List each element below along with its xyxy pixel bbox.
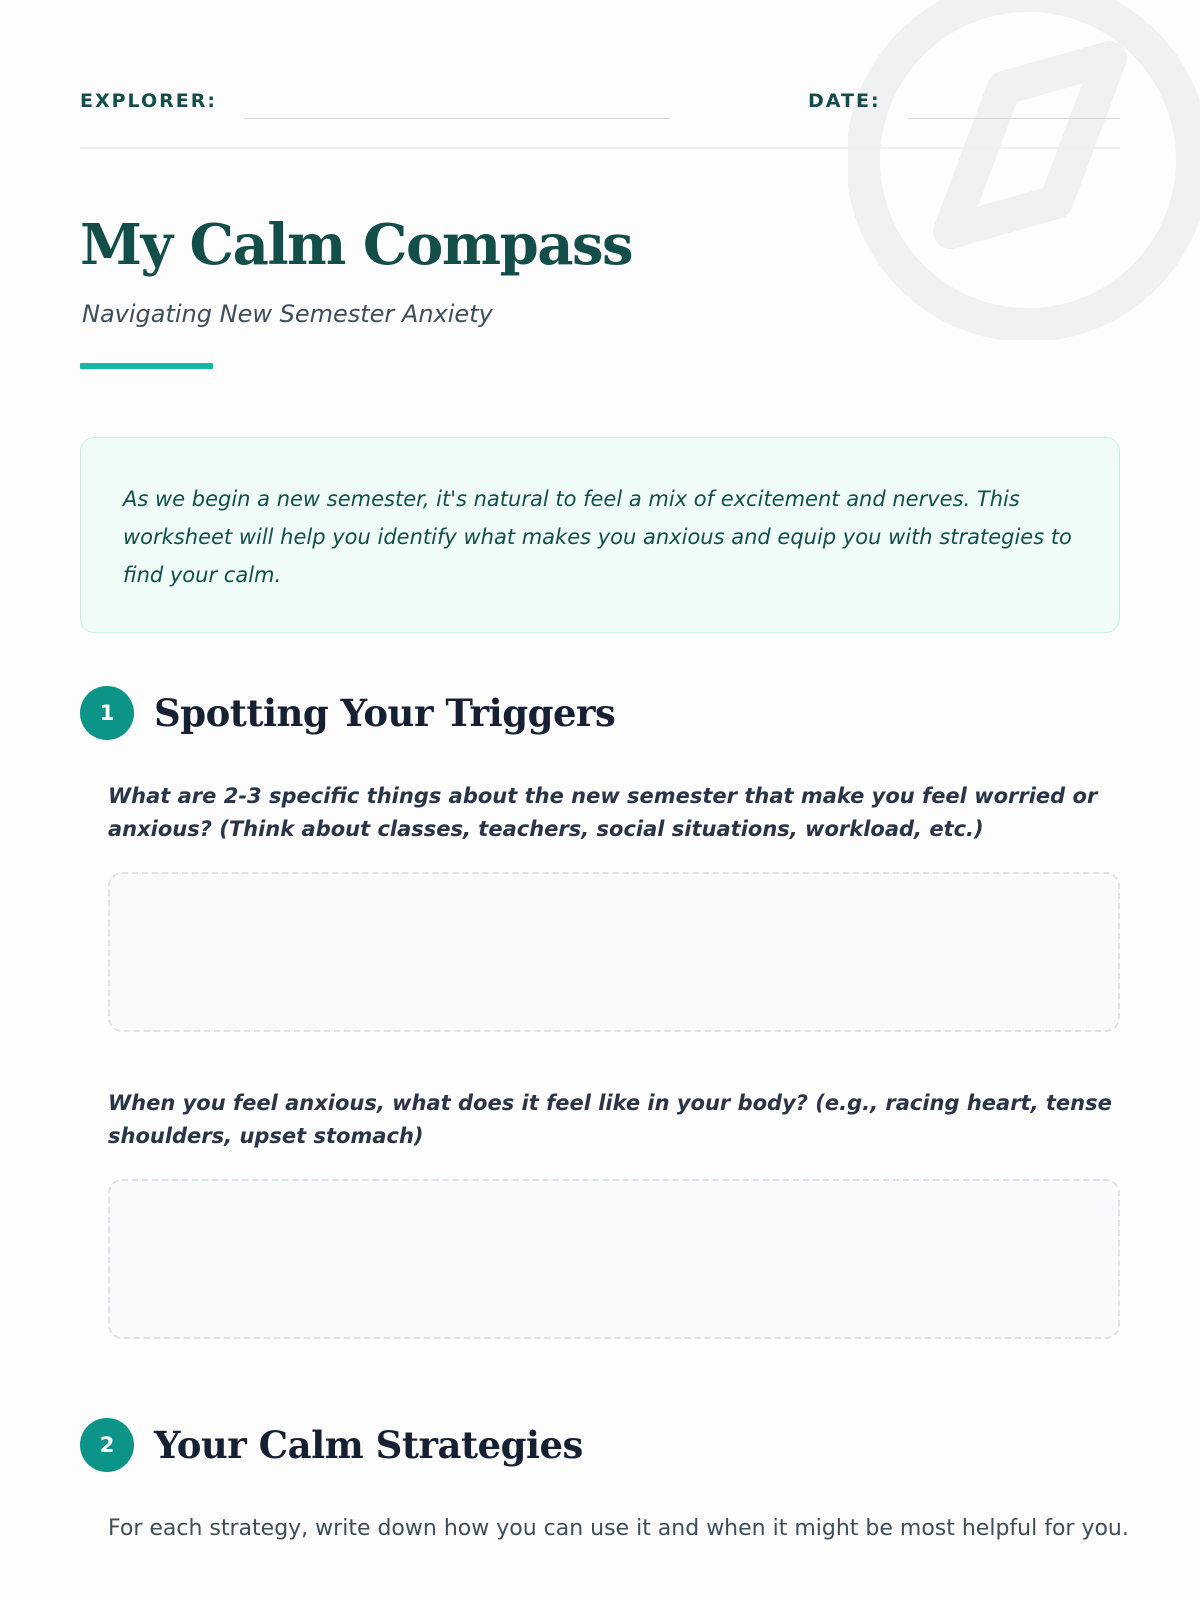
section-2-header [80,1418,1120,1478]
triggers-answer-box[interactable] [108,872,1120,1032]
header-divider [80,147,1120,149]
section-title: Spotting Your Triggers [154,691,616,735]
page-subtitle: Navigating New Semester Anxiety [82,300,493,328]
header-fields [80,82,1120,122]
section-number-badge: 2 [80,1418,134,1472]
page-title: My Calm Compass [80,212,633,278]
explorer-label: EXPLORER: [80,90,217,112]
body-feelings-answer-box[interactable] [108,1179,1120,1339]
intro-callout [80,437,1120,633]
section-1-header [80,686,1120,746]
strategies-instructions: For each strategy, write down how you can use it and when it might be most helpful for you. [108,1516,1129,1541]
date-field-line[interactable] [908,118,1120,119]
section-title: Your Calm Strategies [154,1423,583,1467]
worksheet-page [80,0,1129,1600]
body-feelings-prompt: When you feel anxious, what does it feel like in your body? (e.g., racing heart, tense shoulders, upset stomach) [108,1091,1112,1148]
triggers-prompt: What are 2-3 specific things about the new semester that make you feel worried or anxious? (Think about classes, teachers, social situations, workload, etc.) [108,784,1098,841]
title-accent-bar [80,363,213,369]
date-label: DATE: [808,90,881,112]
section-number-badge: 1 [80,686,134,740]
intro-text: As we begin a new semester, it's natural to feel a mix of excitement and nerves. This worksheet will help you identify what makes you anxious and equip you with strategies to find your calm. [123,487,1072,587]
explorer-field-line[interactable] [244,118,670,119]
